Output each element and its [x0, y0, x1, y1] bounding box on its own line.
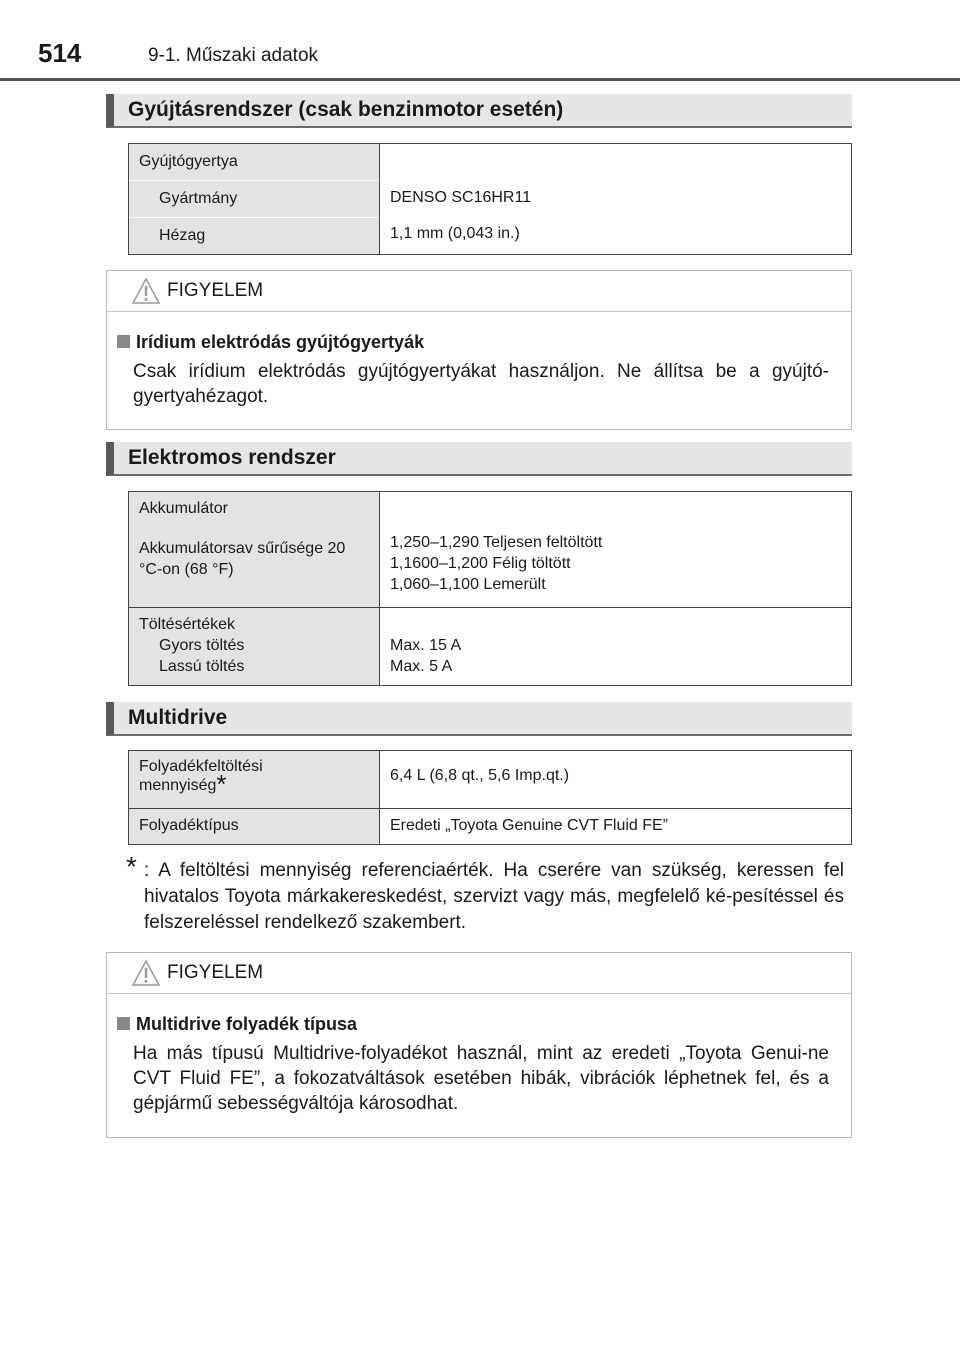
warning-triangle-icon [131, 277, 161, 305]
charging-value-cell [380, 608, 852, 686]
density-half: 1,1600–1,200 Félig töltött [390, 555, 571, 572]
capacity-label-cell [129, 751, 380, 809]
header-rule [0, 78, 960, 81]
fast-charge-value: Max. 15 A [390, 637, 462, 654]
footnote [126, 851, 844, 936]
gap-label: Hézag [129, 217, 379, 254]
battery-label: Akkumulátor [139, 500, 228, 517]
spark-plug-label: Gyújtógyertya [139, 153, 238, 170]
warning-box-spark-plug [106, 270, 852, 430]
warning-title: FIGYELEM [167, 962, 264, 983]
section-heading-multidrive: Multidrive [106, 702, 852, 736]
gap-value: 1,1 mm (0,043 in.) [390, 225, 520, 242]
warning-header [107, 271, 851, 312]
ignition-table [128, 143, 852, 255]
fluid-type-label-cell [129, 809, 380, 845]
section-heading-electrical: Elektromos rendszer [106, 442, 852, 476]
make-label: Gyártmány [129, 180, 379, 217]
bullet-square-icon [117, 1017, 130, 1030]
battery-value-cell [380, 492, 852, 608]
acid-density-label: Akkumulátorsav sűrűsége 20 °C-on (68 °F) [139, 540, 346, 578]
ignition-value-cell [380, 144, 852, 255]
warning-box-multidrive [106, 952, 852, 1138]
fluid-type-label: Folyadéktípus [139, 817, 239, 834]
fluid-type-value: Eredeti „Toyota Genuine CVT Fluid FE” [390, 817, 669, 834]
capacity-value: 6,4 L (6,8 qt., 5,6 Imp.qt.) [390, 767, 570, 784]
electrical-table [128, 491, 852, 686]
page-number: 514 [38, 38, 82, 68]
footnote-text: : A feltöltési mennyiség referenciaérték. Ha cserére van szükség, keressen fel hivatalos Toyota márkakereskedést, szervizt vagy más, megfelelő ké-pesítéssel és felszereléssel rendelkező szakembert. [144, 860, 844, 933]
ignition-label-cell [129, 144, 380, 255]
density-full: 1,250–1,290 Teljesen feltöltött [390, 534, 603, 551]
slow-charge-value: Max. 5 A [390, 658, 453, 675]
density-empty: 1,060–1,100 Lemerült [390, 576, 546, 593]
chapter-title: 9-1. Műszaki adatok [148, 45, 319, 66]
charging-label-cell [129, 608, 380, 686]
make-value: DENSO SC16HR11 [390, 189, 532, 206]
capacity-value-cell [380, 751, 852, 809]
charging-label: Töltésértékek [139, 616, 236, 633]
footnote-star: * [126, 851, 137, 882]
warning-header [107, 953, 851, 994]
fast-charge-label: Gyors töltés [159, 637, 245, 654]
warning-subheading: Irídium elektródás gyújtógyertyák [117, 332, 851, 353]
slow-charge-label: Lassú töltés [159, 658, 245, 675]
multidrive-table [128, 750, 852, 845]
battery-label-cell [129, 492, 380, 608]
warning-subheading: Multidrive folyadék típusa [117, 1014, 851, 1035]
bullet-square-icon [117, 335, 130, 348]
capacity-label: Folyadékfeltöltési mennyiség* [139, 758, 263, 799]
warning-title: FIGYELEM [167, 280, 264, 301]
warning-text: Ha más típusú Multidrive-folyadékot használ, mint az eredeti „Toyota Genui-ne CVT Fluid FE”, a fokozatváltások esetében hibák, vibrációk léphetnek fel, és a gépjármű sebességváltója károsodhat. [133, 1043, 829, 1114]
fluid-type-value-cell [380, 809, 852, 845]
warning-triangle-icon [131, 959, 161, 987]
footnote-marker: * [216, 769, 227, 799]
section-heading-ignition: Gyújtásrendszer (csak benzinmotor esetén) [106, 94, 852, 128]
warning-text: Csak irídium elektródás gyújtógyertyákat használjon. Ne állítsa be a gyújtó-gyertyahézagot. [133, 361, 829, 407]
